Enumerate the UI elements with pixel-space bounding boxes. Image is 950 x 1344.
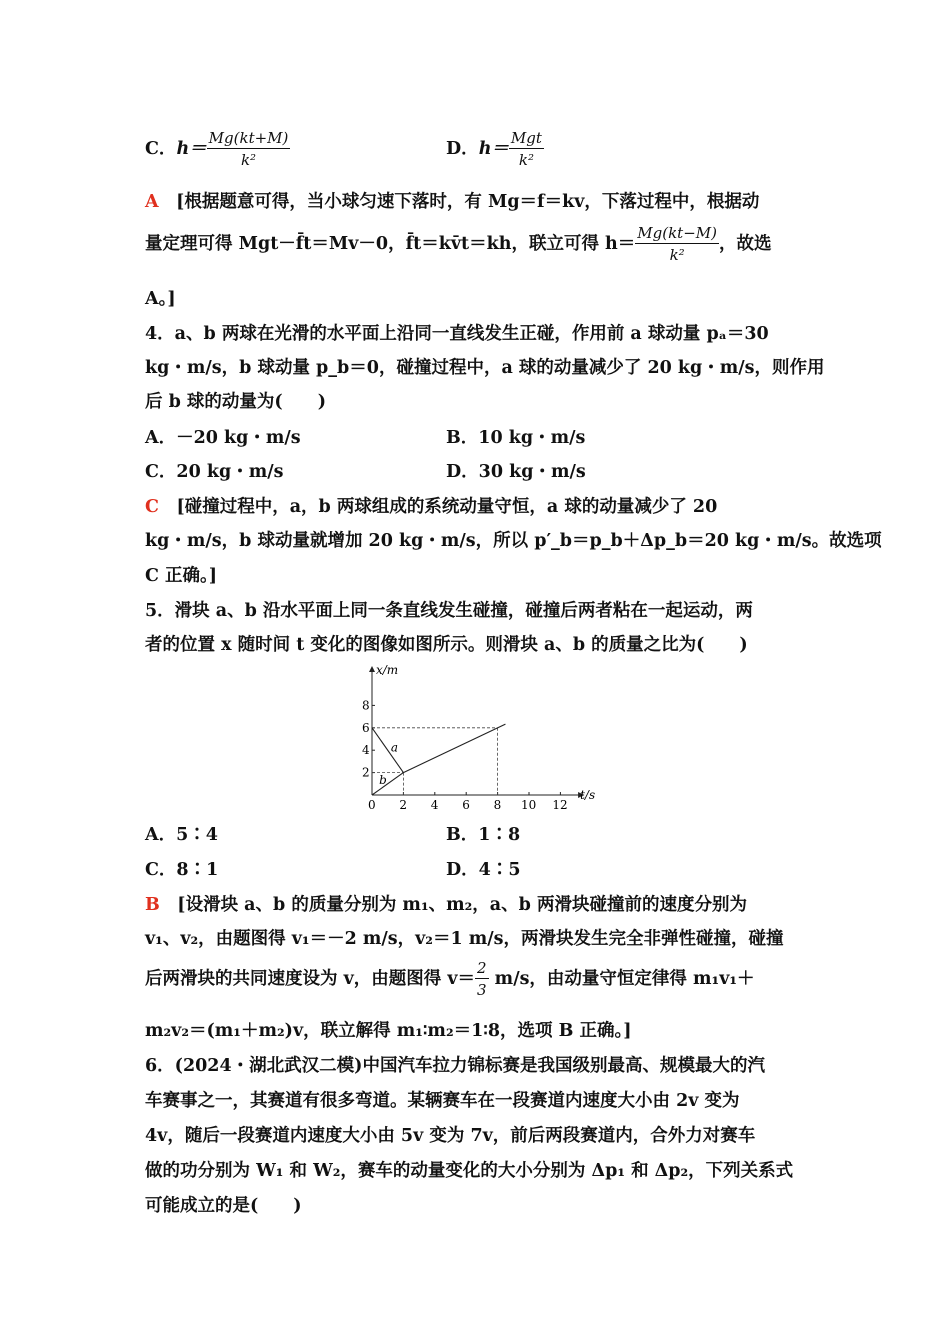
q3-option-c: C．h＝ $\frac{Mg(kt+M)}{\text{k²}}$: [145, 129, 289, 169]
x-tick-label: 10: [521, 798, 537, 812]
x-tick-label: 6: [462, 798, 470, 812]
q4-stem-line3: 后 b 球的动量为( ): [145, 392, 326, 412]
q4-stem-line2: kg・m/s，b 球动量 p_b＝0，碰撞过程中，a 球的动量减少了 20 kg・m/s，则作用: [145, 358, 825, 378]
x-tick-label: 4: [430, 798, 439, 812]
q3-option-d-fraction: $\frac{\text{Mgt}}{\text{k²}}$: [510, 129, 542, 169]
q5-answer-letter: B: [145, 895, 160, 915]
q5-answer-line1: B [设滑块 a、b 的质量分别为 m₁、m₂，a、b 两滑块碰撞前的速度分别为: [145, 895, 747, 915]
q5-answer-fraction: $\frac{2}{3}$: [477, 959, 487, 999]
series-line-a: [372, 728, 403, 773]
q6-stem-line4: 做的功分别为 W₁ 和 W₂，赛车的动量变化的大小分别为 Δp₁ 和 Δp₂，下列关系式: [145, 1161, 794, 1181]
x-tick-label: 0: [368, 798, 376, 812]
y-tick-label: 2: [362, 765, 370, 780]
y-tick-label: 6: [362, 720, 370, 735]
q6-stem-line2: 车赛事之一，其赛道有很多弯道。某辆赛车在一段赛道内速度大小由 2v 变为: [145, 1091, 740, 1111]
q3-answer-letter: A: [145, 192, 159, 212]
q3-answer-fraction: $\frac{Mg(kt-M)}{\text{k²}}$: [637, 224, 717, 264]
series-line-b: [372, 773, 403, 795]
x-tick-label: 2: [399, 798, 408, 812]
q6-stem-line5: 可能成立的是( ): [145, 1196, 302, 1216]
q4-option-d: D．30 kg・m/s: [446, 462, 586, 482]
series-label-a: a: [390, 740, 398, 755]
q4-option-a: A．－20 kg・m/s: [145, 428, 301, 448]
q4-option-c: C．20 kg・m/s: [145, 462, 284, 482]
q5-option-d: D．4∶5: [446, 860, 521, 880]
q3-option-d: D．h＝ $\frac{\text{Mgt}}{\text{k²}}$: [446, 129, 542, 169]
q3-option-c-fraction: $\frac{Mg(kt+M)}{\text{k²}}$: [208, 129, 289, 169]
q5-answer-line4: m₂v₂＝(m₁＋m₂)v，联立解得 m₁∶m₂＝1∶8，选项 B 正确。]: [145, 1021, 632, 1041]
q4-stem-line1: 4．a、b 两球在光滑的水平面上沿同一直线发生正碰，作用前 a 球动量 pₐ＝30: [145, 324, 769, 344]
q3-answer-line2: 量定理可得 Mgt－f̄t＝Mv－0，f̄t＝kv̄t＝kh，联立可得 h＝ $\frac{Mg(kt-M)}{\text{k²}}$ ，故选: [145, 224, 772, 264]
x-tick-label: 8: [493, 798, 502, 812]
q3-answer-line1: A [根据题意可得，当小球匀速下落时，有 Mg＝f＝kv，下落过程中，根据动: [145, 192, 760, 212]
q3-answer-line3: A。]: [145, 289, 176, 309]
q6-stem-line1: 6．(2024・湖北武汉二模)中国汽车拉力锦标赛是我国级别最高、规模最大的汽: [145, 1056, 765, 1076]
q4-answer-line1: C [碰撞过程中，a，b 两球组成的系统动量守恒，a 球的动量减少了 20: [145, 497, 718, 517]
q4-option-b: B．10 kg・m/s: [446, 428, 586, 448]
q4-answer-line2: kg・m/s，b 球动量就增加 20 kg・m/s，所以 p′_b＝p_b＋Δp_b＝20 kg・m/s。故选项: [145, 531, 882, 551]
q4-answer-letter: C: [145, 497, 159, 517]
y-tick-label: 8: [362, 698, 370, 713]
y-axis-label: x/m: [376, 663, 399, 677]
series-label-b: b: [379, 772, 387, 787]
y-axis-arrow: [369, 666, 375, 672]
xt-graph: [352, 660, 596, 812]
q5-option-b: B．1∶8: [446, 825, 521, 845]
q5-answer-line3: 后两滑块的共同速度设为 v，由题图得 v＝ $\frac{2}{3}$ m/s，由动量守恒定律得 m₁v₁＋: [145, 959, 755, 999]
q5-answer-line2: v₁、v₂，由题图得 v₁＝－2 m/s，v₂＝1 m/s，两滑块发生完全非弹性碰撞，碰撞: [145, 929, 784, 949]
xt-graph-layer: [362, 663, 595, 812]
q5-option-c: C．8∶1: [145, 860, 219, 880]
q6-stem-line3: 4v，随后一段赛道内速度大小由 5v 变为 7v，前后两段赛道内，合外力对赛车: [145, 1126, 756, 1146]
q4-answer-line3: C 正确。]: [145, 566, 218, 586]
x-tick-label: 12: [552, 798, 568, 812]
series-line-a-b: [403, 724, 505, 772]
q5-option-a: A．5∶4: [145, 825, 218, 845]
x-axis-label: t/s: [580, 788, 596, 802]
y-tick-label: 4: [362, 743, 370, 758]
q5-stem-line2: 者的位置 x 随时间 t 变化的图像如图所示。则滑块 a、b 的质量之比为( ): [145, 635, 748, 655]
q5-stem-line1: 5．滑块 a、b 沿水平面上同一条直线发生碰撞，碰撞后两者粘在一起运动，两: [145, 601, 753, 621]
